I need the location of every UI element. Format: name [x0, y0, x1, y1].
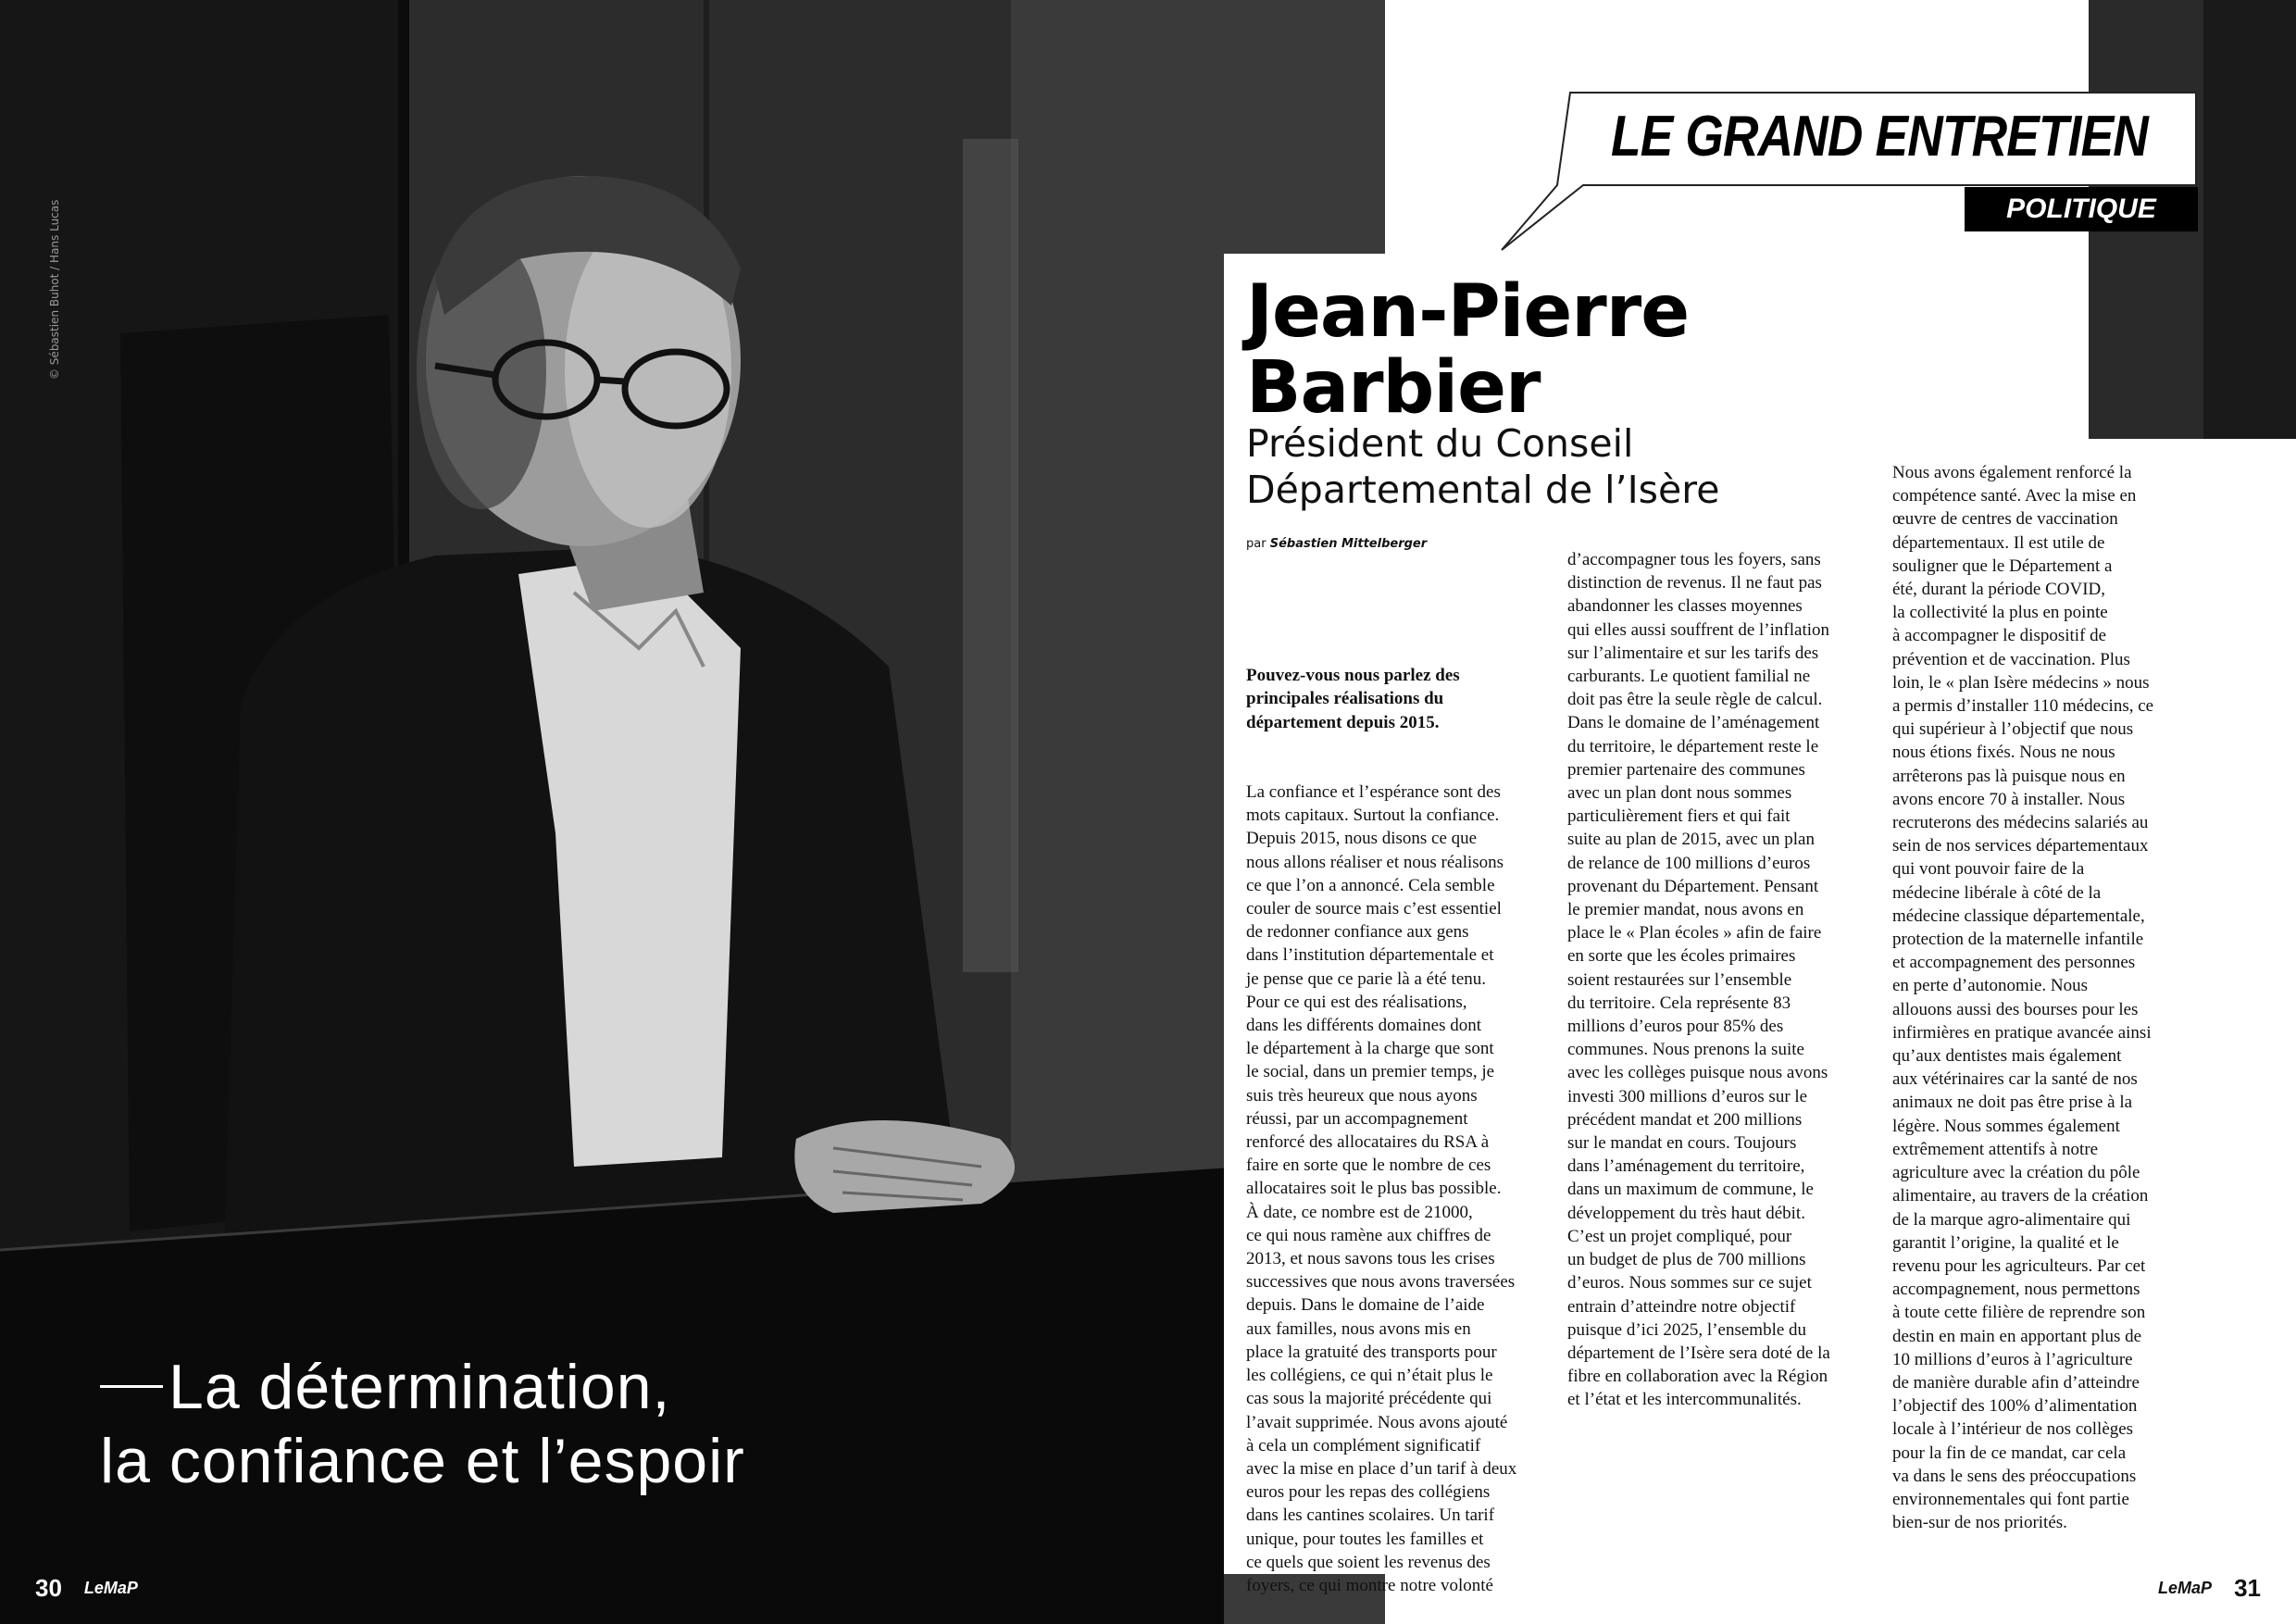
- page-number-right: 31: [2234, 1574, 2261, 1602]
- byline-prefix: par: [1246, 537, 1267, 551]
- pull-quote: [100, 1350, 745, 1498]
- footer-right: [2158, 1574, 2261, 1603]
- dash-mark: [100, 1385, 163, 1388]
- article-column-3: Nous avons également renforcé la compétence santé. Avec la mise en œuvre de centres de vaccination départementaux. Il est utile de souligner que le Département a été, durant la période COVID, la collectivité la plus en pointe à accompagner le dispositif de prévention et de vaccination. Plus loin, le « plan Isère médecins » nous a permis d’installer 110 médecins, ce qui supérieur à l’objectif que nous nous étions fixés. Nous ne nous arrêterons pas là puisque nous en avons encore 70 à installer. Nous recruterons des médecins salariés au sein de nos services départementaux qui vont pouvoir faire de la médecine libérale à côté de la médecine classique départementale, protection de la maternelle infantile et accompagnement des personnes en perte d’autonomie. Nous allouons aussi des bourses pour les infirmières en pratique avancée ainsi qu’aux dentistes mais également aux vétérinaires car la santé de nos animaux ne doit pas être prise à la légère. Nous sommes également extrêmement attentifs à notre agriculture avec la création du pôle alimentaire, au travers de la création de la marque agro-alimentaire qui garantit l’origine, la qualité et le revenu pour les agriculteurs. Par cet accompagnement, nous permettons à toute cette filière de reprendre son destin en main en apportant plus de 10 millions d’euros à l’agriculture de manière durable afin d’atteindre l’objectif des 100% d’alimentation locale à l’intérieur de nos collèges pour la fin de ce mandat, car cela va dans le sens des préoccupations environnementales qui font partie bien-sur de nos priorités.: [1892, 463, 2154, 1533]
- column-1-text: La confiance et l’espérance sont des mots capitaux. Surtout la confiance. Depuis 2015, nous disons ce que nous allons réaliser et nous réalisons ce que l’on a annoncé. Cela semble couler de source mais c’est essentiel de redonner confiance aux gens dans l’institution départementale et je pense que ce parie là a été tenu. Pour ce qui est des réalisations, dans les différents domaines dont le département à la charge que sont le social, dans un premier temps, je suis très heureux que nous ayons réussi, par un accompagnement renforcé des allocataires du RSA à faire en sorte que le nombre de ces allocataires soit le plus bas possible. À date, ce nombre est de 21000, ce qui nous ramène aux chiffres de 2013, et nous savons tous les crises successives que nous avons traversées depuis. Dans le domaine de l’aide aux familles, nous avons mis en place la gratuité des transports pour les collégiens, ce qui n’était plus le cas sous la majorité précédente qui l’avait supprimée. Nous avons ajouté à cela un complément significatif avec la mise en place d’un tarif à deux euros pour les repas des collégiens dans les cantines scolaires. Un tarif unique, pour toutes les familles et ce quels que soient les revenus des foyers, ce qui montre notre volonté: [1246, 782, 1517, 1595]
- interviewee-name: [1246, 270, 1690, 430]
- byline-author: Sébastien Mittelberger: [1269, 537, 1428, 551]
- quote-line-2: la confiance et l’espoir: [100, 1426, 745, 1496]
- interviewee-role: [1246, 420, 1802, 513]
- role-line-1: Président du Conseil: [1246, 421, 1634, 466]
- category-tag: POLITIQUE: [1965, 187, 2198, 231]
- photo-credit: © Sébastien Buhot / Hans Lucas: [48, 199, 61, 380]
- byline: [1246, 537, 1427, 551]
- name-line-2: Barbier: [1246, 346, 1541, 430]
- interview-question: Pouvez-vous nous parlez des principales réalisations du département depuis 2015.: [1246, 666, 1460, 732]
- role-line-2: Départemental de l’Isère: [1246, 468, 1720, 512]
- page-number-left: 30: [35, 1574, 62, 1602]
- article-column-2: d’accompagner tous les foyers, sans distinction de revenus. Il ne faut pas abandonner les classes moyennes qui elles aussi souffrent de l’inflation sur l’alimentaire et sur les tarifs des carburants. Le quotient familial ne doit pas être la seule règle de calcul. Dans le domaine de l’aménagement du territoire, le département reste le premier partenaire des communes avec un plan dont nous sommes particulièrement fiers et qui fait suite au plan de 2015, avec un plan de relance de 100 millions d’euros provenant du Département. Pensant le premier mandat, nous avons en place le « Plan écoles » afin de faire en sorte que les écoles primaires soient restaurées sur l’ensemble du territoire. Cela représente 83 millions d’euros pour 85% des communes. Nous prenons la suite avec les collèges puisque nous avons investi 300 millions d’euros sur le précédent mandat et 200 millions sur le mandat en cours. Toujours dans l’aménagement du territoire, dans un maximum de commune, le développement du très haut débit. C’est un projet compliqué, pour un budget de plus de 700 millions d’euros. Nous sommes sur ce sujet entrain d’atteindre notre objectif puisque d’ici 2025, l’ensemble du département de l’Isère sera doté de la fibre en collaboration avec la Région et l’état et les intercommunalités.: [1567, 550, 1830, 1410]
- magazine-logo-left: LeMaP: [83, 1579, 138, 1597]
- name-line-1: Jean-Pierre: [1246, 270, 1690, 354]
- footer-left: [35, 1574, 138, 1603]
- section-title: LE GRAND ENTRETIEN: [1611, 105, 2148, 169]
- magazine-logo-right: LeMaP: [2158, 1579, 2213, 1597]
- quote-line-1: La détermination,: [168, 1352, 671, 1422]
- article-column-1: [1246, 641, 1552, 1620]
